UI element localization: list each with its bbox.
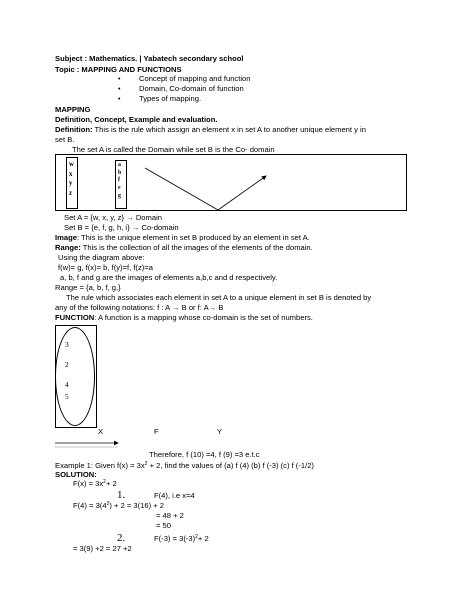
set-b-element: f xyxy=(118,177,120,184)
images-statement: a, b, f and g are the images of elements a,b,c and d respectively. xyxy=(60,273,278,282)
function-expression xyxy=(73,480,117,489)
range-definition xyxy=(55,244,313,253)
set-a-definition: Set A = {w, x, y, z} → Domain xyxy=(64,213,162,222)
set-b-element: a xyxy=(118,162,121,168)
domain-value: 3 xyxy=(65,340,69,349)
step-number: 1. xyxy=(117,489,126,501)
set-a-element: x xyxy=(69,170,73,178)
exponent: 2 xyxy=(195,534,198,540)
domain-sentence: The set A is called the Domain while set B is the Co- domain xyxy=(72,145,275,154)
step-calculation: = 50 xyxy=(156,521,171,530)
definition-label: Definition: xyxy=(55,125,93,134)
label-x: X xyxy=(98,427,104,436)
subject-line: Subject : Mathematics. | Yabatech secondary school xyxy=(55,54,244,63)
function-definition xyxy=(55,314,313,323)
rule-line: The rule which associates each element in set A to a unique element in set B is denoted by xyxy=(66,293,372,302)
step-calculation xyxy=(73,502,164,511)
topic-line: Topic : MAPPING AND FUNCTIONS xyxy=(55,65,182,74)
step-number: 2. xyxy=(117,532,126,544)
calc-text: + 2 xyxy=(197,534,209,543)
section-subheading: Definition, Concept, Example and evaluation. xyxy=(55,115,218,124)
step-calculation: = 48 + 2 xyxy=(156,511,184,520)
bullet-icon: • xyxy=(118,76,121,83)
range-set: Range = {a, b, f, g,} xyxy=(55,283,121,292)
calc-text: F(4) = 3(4 xyxy=(73,501,107,510)
calc-text: ) + 2 = 3(16) + 2 xyxy=(109,501,165,510)
section-heading: MAPPING xyxy=(55,105,91,114)
set-b-definition: Set B = {e, f, g, h, i} → Co-domain xyxy=(64,223,179,232)
example-text: Example 1: Given f(x) = 3x xyxy=(55,461,145,470)
definition-continuation: set B. xyxy=(55,135,75,144)
exponent: 2 xyxy=(103,479,106,485)
therefore-line: Therefore, f (10) =4, f (9) =3 e.t.c xyxy=(149,450,260,459)
calc-text: F(-3) = 3(-3) xyxy=(154,534,196,543)
mapping-values: f(w)= g, f(x)= b, f(y)=f, f(z)=a xyxy=(58,263,153,272)
range-text: This is the collection of all the images of the elements of the domain. xyxy=(80,243,313,252)
bullet-icon: • xyxy=(118,96,121,103)
bullet-item: Concept of mapping and function xyxy=(139,74,251,83)
domain-value: 5 xyxy=(65,392,69,401)
expression-text: F(x) = 3x xyxy=(73,479,104,488)
function-text: : A function is a mapping whose co-domain is the set of numbers. xyxy=(94,313,313,322)
domain-value: 2 xyxy=(65,360,69,369)
label-y: Y xyxy=(217,427,223,436)
domain-oval xyxy=(55,327,95,426)
example-text: + 2, find the values of (a) f (4) (b) f (-3) (c) f (-1/2) xyxy=(147,461,314,470)
image-text: : This is the unique element in set B produced by an element in set A. xyxy=(76,233,310,242)
mapping-arrow-line xyxy=(145,168,218,210)
set-a-element: z xyxy=(69,189,73,197)
step-calculation: = 3(9) +2 = 27 +2 xyxy=(73,544,132,553)
set-a-element: w xyxy=(69,161,74,168)
exponent: 2 xyxy=(106,501,110,507)
range-label: Range: xyxy=(55,243,81,252)
set-a-element: y xyxy=(69,180,73,188)
rule-notation: any of the following notations: f : A → B or f: A→ B xyxy=(55,303,224,312)
step-text: F(4), i.e x=4 xyxy=(154,491,195,500)
solution-label: SOLUTION: xyxy=(55,470,97,479)
function-label: FUNCTION xyxy=(55,313,95,322)
mapping-arrow-line xyxy=(218,176,266,210)
set-b-element: e xyxy=(118,185,121,192)
image-label: Image xyxy=(55,233,77,242)
step-text xyxy=(154,535,209,544)
exponent: 2 xyxy=(144,461,148,467)
domain-value: 4 xyxy=(65,380,69,389)
bullet-item: Types of mapping. xyxy=(139,94,202,103)
image-definition xyxy=(55,234,310,243)
set-b-element: g xyxy=(118,192,121,199)
expression-text: + 2 xyxy=(105,479,117,488)
definition-text: This is the rule which assign an element x in set A to another unique element y in xyxy=(92,125,366,134)
set-b-element: b xyxy=(118,169,122,176)
label-f: F xyxy=(154,427,159,436)
bullet-icon: • xyxy=(118,86,121,93)
bullet-item: Domain, Co-domain of function xyxy=(139,84,244,93)
diagram-use-line: Using the diagram above: xyxy=(58,253,145,262)
